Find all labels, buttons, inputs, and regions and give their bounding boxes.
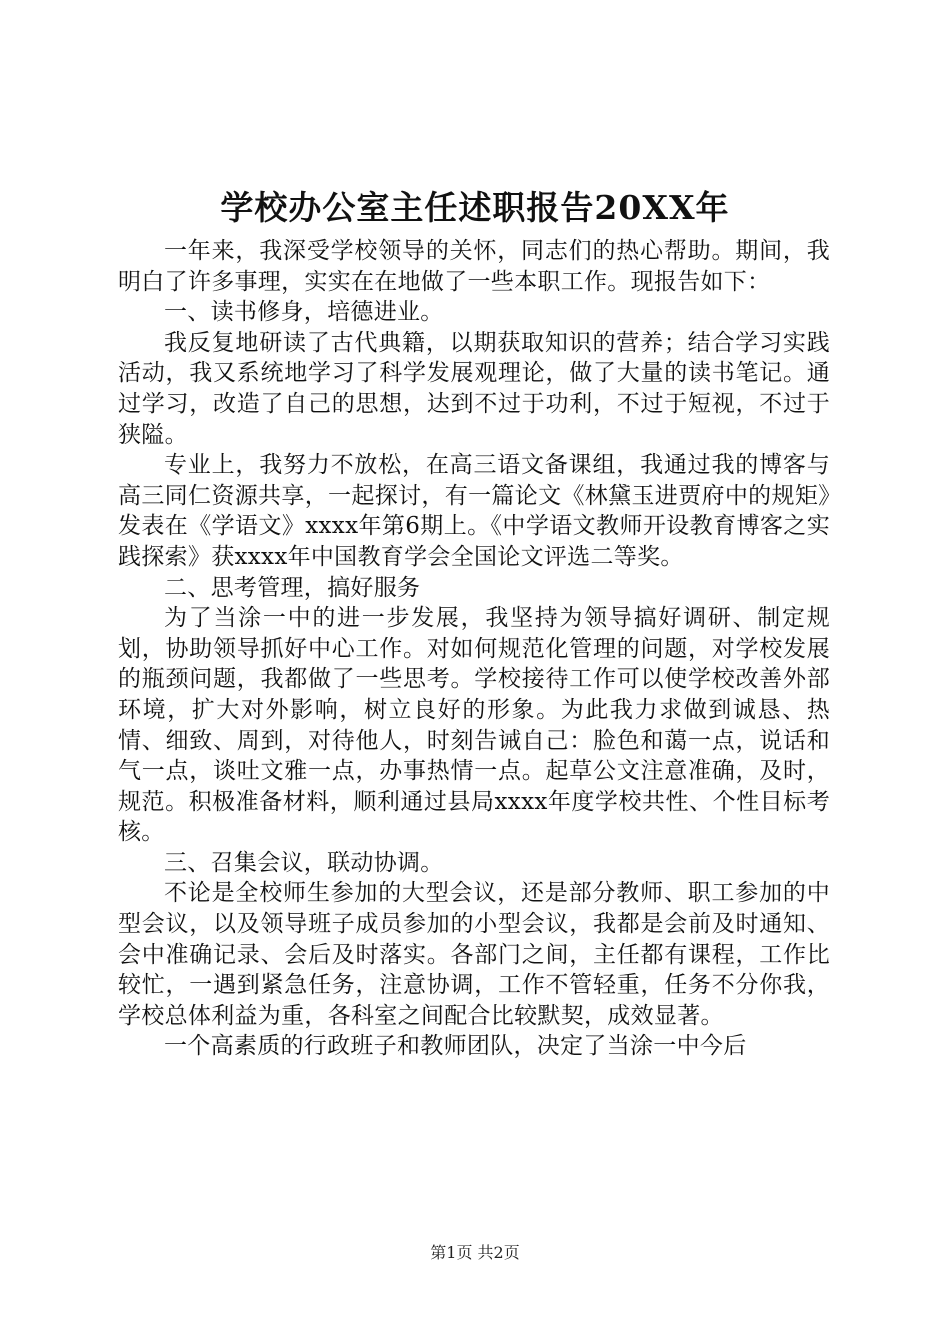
section-heading-2: 二、思考管理，搞好服务	[164, 574, 421, 601]
body-paragraph: 一个高素质的行政班子和教师团队，决定了当涂一中今后	[164, 1033, 747, 1060]
body-paragraph: 专业上，我努力不放松，在高三语文备课组，我通过我的博客与高三同仁资源共享，一起探讨，有一篇论文《林黛玉进贾府中的规矩》发表在《学语文》xxxx年第6期上。《中学语文教师开设教育博客之实践探索》获xxxx年中国教育学会全国论文评选二等奖。	[118, 452, 830, 570]
body-paragraph: 不论是全校师生参加的大型会议，还是部分教师、职工参加的中型会议，以及领导班子成员参加的小型会议，我都是会前及时通知、会中准确记录、会后及时落实。各部门之间，主任都有课程，工作比较忙，一遇到紧急任务，注意协调，工作不管轻重，任务不分你我，学校总体利益为重，各科室之间配合比较默契，成效显著。	[118, 880, 830, 1029]
page-number-footer: 第1页 共2页	[430, 1243, 520, 1262]
section-heading-3: 三、召集会议，联动协调。	[164, 849, 444, 876]
body-paragraph: 为了当涂一中的进一步发展，我坚持为领导搞好调研、制定规划，协助领导抓好中心工作。对如何规范化管理的问题，对学校发展的瓶颈问题，我都做了一些思考。学校接待工作可以使学校改善外部环境，扩大对外影响，树立良好的形象。为此我力求做到诚恳、热情、细致、周到，对待他人，时刻告诫自己：脸色和蔼一点，说话和气一点，谈吐文雅一点，办事热情一点。起草公文注意准确，及时，规范。积极准备材料，顺利通过县局xxxx年度学校共性、个性目标考核。	[118, 605, 830, 846]
section-heading-1: 一、读书修身，培德进业。	[164, 299, 444, 326]
document-title: 学校办公室主任述职报告20XX年	[220, 188, 730, 227]
document-body	[118, 236, 830, 1062]
intro-paragraph: 一年来，我深受学校领导的关怀，同志们的热心帮助。期间，我明白了许多事理，实实在在地做了一些本职工作。现报告如下：	[118, 238, 830, 295]
body-paragraph: 我反复地研读了古代典籍，以期获取知识的营养；结合学习实践活动，我又系统地学习了科学发展观理论，做了大量的读书笔记。通过学习，改造了自己的思想，达到不过于功利，不过于短视，不过于狭隘。	[118, 329, 830, 448]
